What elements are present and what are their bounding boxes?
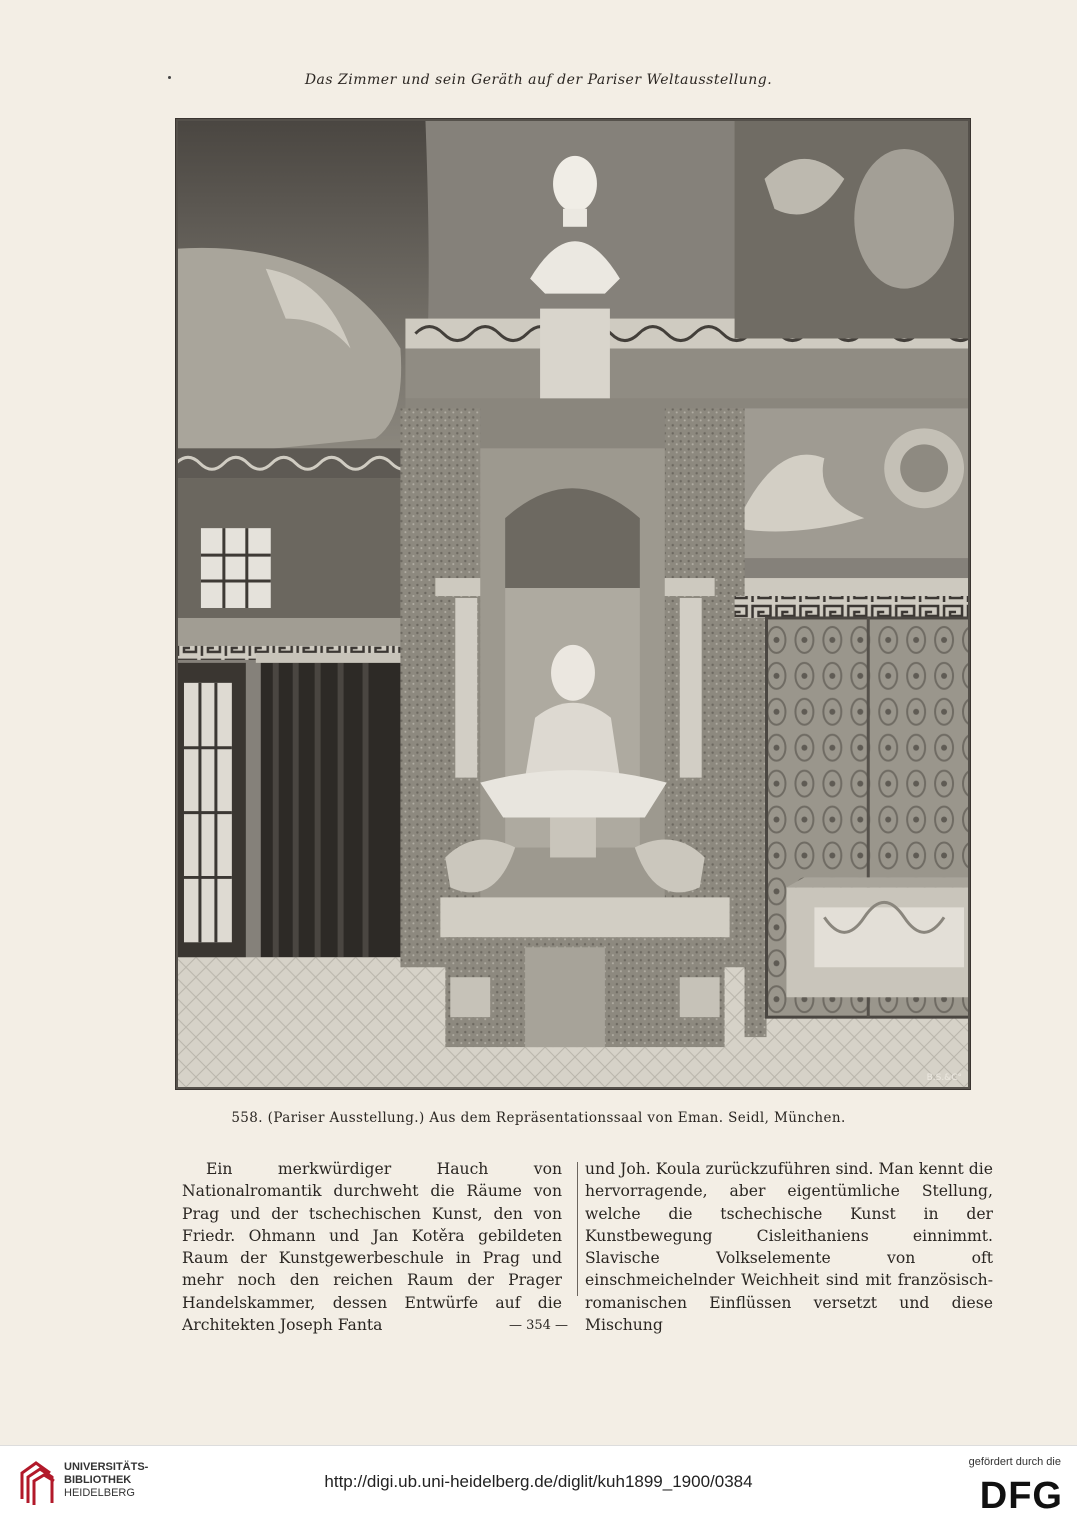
figure-caption: 558. (Pariser Ausstellung.) Aus dem Repräsentationssaal von Eman. Seidl, München. — [231, 1110, 846, 1126]
viewer-footer — [0, 1445, 1077, 1522]
text-column-right — [585, 1158, 993, 1336]
institution-line-2: BIBLIOTHEK — [64, 1474, 132, 1486]
permalink-url[interactable]: http://digi.ub.uni-heidelberg.de/diglit/kuh1899_1900/0384 — [324, 1472, 753, 1491]
page-number: — 354 — — [508, 1318, 569, 1333]
funding-note: gefördert durch die — [968, 1456, 1061, 1468]
dfg-logo[interactable]: DFG — [979, 1475, 1063, 1517]
text-column-left — [182, 1158, 562, 1336]
institution-line-1: UNIVERSITÄTS- — [64, 1461, 149, 1473]
interior-photograph — [176, 119, 970, 1089]
column-divider — [577, 1162, 578, 1296]
photograph-plate — [175, 118, 971, 1090]
institution-line-3: HEIDELBERG — [64, 1487, 135, 1499]
printer-mark: B.S.&C° — [926, 1073, 962, 1083]
running-head: Das Zimmer und sein Geräth auf der Pariser Weltausstellung. — [304, 72, 773, 88]
paragraph-right: und Joh. Koula zurückzuführen sind. Man kennt die hervorragende, aber eigentümliche Stellung, welche die tschechische Kunst in der Kunstbewegung Cisleithaniens einnimmt. Slavische Volkselemente von oft einschmeichelnder Weichheit sind mit französisch-romanischen Einflüssen versetzt und diese Mischung — [585, 1160, 993, 1335]
paragraph-left: Ein merkwürdiger Hauch von Nationalromantik durchweht die Räume von Prag und der tschechischen Kunst, den von Friedr. Ohmann und Jan Kotěra gebildeten Raum der Kunstgewerbeschule in Prag und mehr noch den reichen Raum der Prager Handelskammer, dessen Entwürfe auf die Architekten Joseph Fanta — [182, 1160, 562, 1335]
